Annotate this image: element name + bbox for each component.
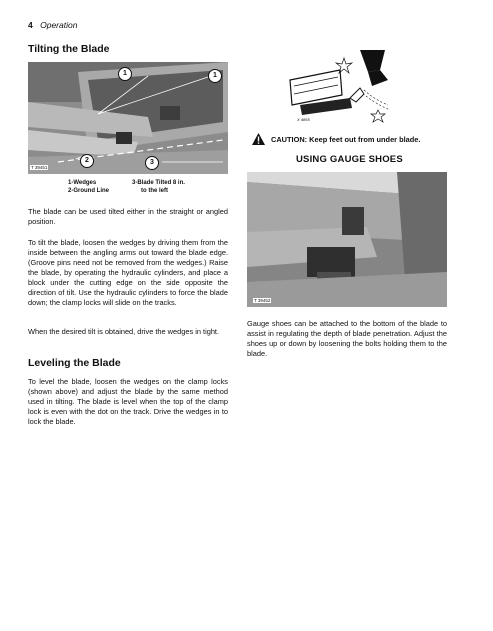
caption-blade-tilted: 3-Blade Tilted 8 in. (132, 180, 185, 186)
gauge-photo (247, 172, 447, 307)
callout-2: 2 (80, 154, 94, 168)
section-title: Operation (40, 20, 78, 30)
caution-notice (252, 133, 420, 145)
leveling-paragraph: To level the blade, loosen the wedges on the clamp locks (shown above) and adjust the blade by the same method used in tilting. The blade is level when the top of the clamp lock is even with the dot on the track. Drive the wedges in to lock the blade. (28, 377, 228, 426)
caption-right (132, 179, 185, 195)
gauge-paragraph: Gauge shoes can be attached to the bottom of the blade to assist in regulating the depth of blade penetration. Adjust the shoes up or down by loosening the bolts holding them to the blade. (247, 319, 447, 358)
gauge-figure-id: T 39452 (254, 298, 271, 303)
running-head (28, 20, 77, 30)
page-number: 4 (28, 20, 33, 30)
caption-wedges: 1-Wedges (68, 180, 97, 186)
gauge-heading: USING GAUGE SHOES (296, 154, 403, 165)
tilting-paragraph-1: The blade can be used tilted either in the straight or angled position. (28, 207, 228, 226)
callout-3: 3 (145, 156, 159, 170)
caption-left (68, 179, 109, 195)
caption-to-the-left: to the left (141, 188, 168, 194)
tilting-paragraph-3: When the desired tilt is obtained, drive the wedges in tight. (28, 327, 220, 336)
tilting-heading: Tilting the Blade (28, 43, 110, 55)
caution-figure-id: X 4865 (297, 117, 310, 122)
caution-text: CAUTION: Keep feet out from under blade. (271, 134, 421, 144)
tilting-figure-id: T 39451 (31, 165, 48, 170)
callout-1: 1 (118, 67, 132, 81)
gauge-shoe-illustration (247, 172, 447, 307)
callout-1-second: 1 (208, 69, 222, 83)
leveling-heading: Leveling the Blade (28, 357, 121, 369)
warning-triangle-icon (252, 133, 265, 145)
caption-ground-line: 2-Ground Line (68, 188, 109, 194)
tilting-paragraph-2: To tilt the blade, loosen the wedges by driving them from the inside between the angling arms out toward the blade edge. (Groove pins need not be removed from the wedges.) Raise the blade, by operating the hydraulic cylinders, and place a block under the cutting edge on the side opposite the direction of tilt. Use the hydraulic cylinders to force the blade down; the clamp locks will slide on the tracks. (28, 238, 228, 307)
tilting-photo (28, 62, 228, 174)
